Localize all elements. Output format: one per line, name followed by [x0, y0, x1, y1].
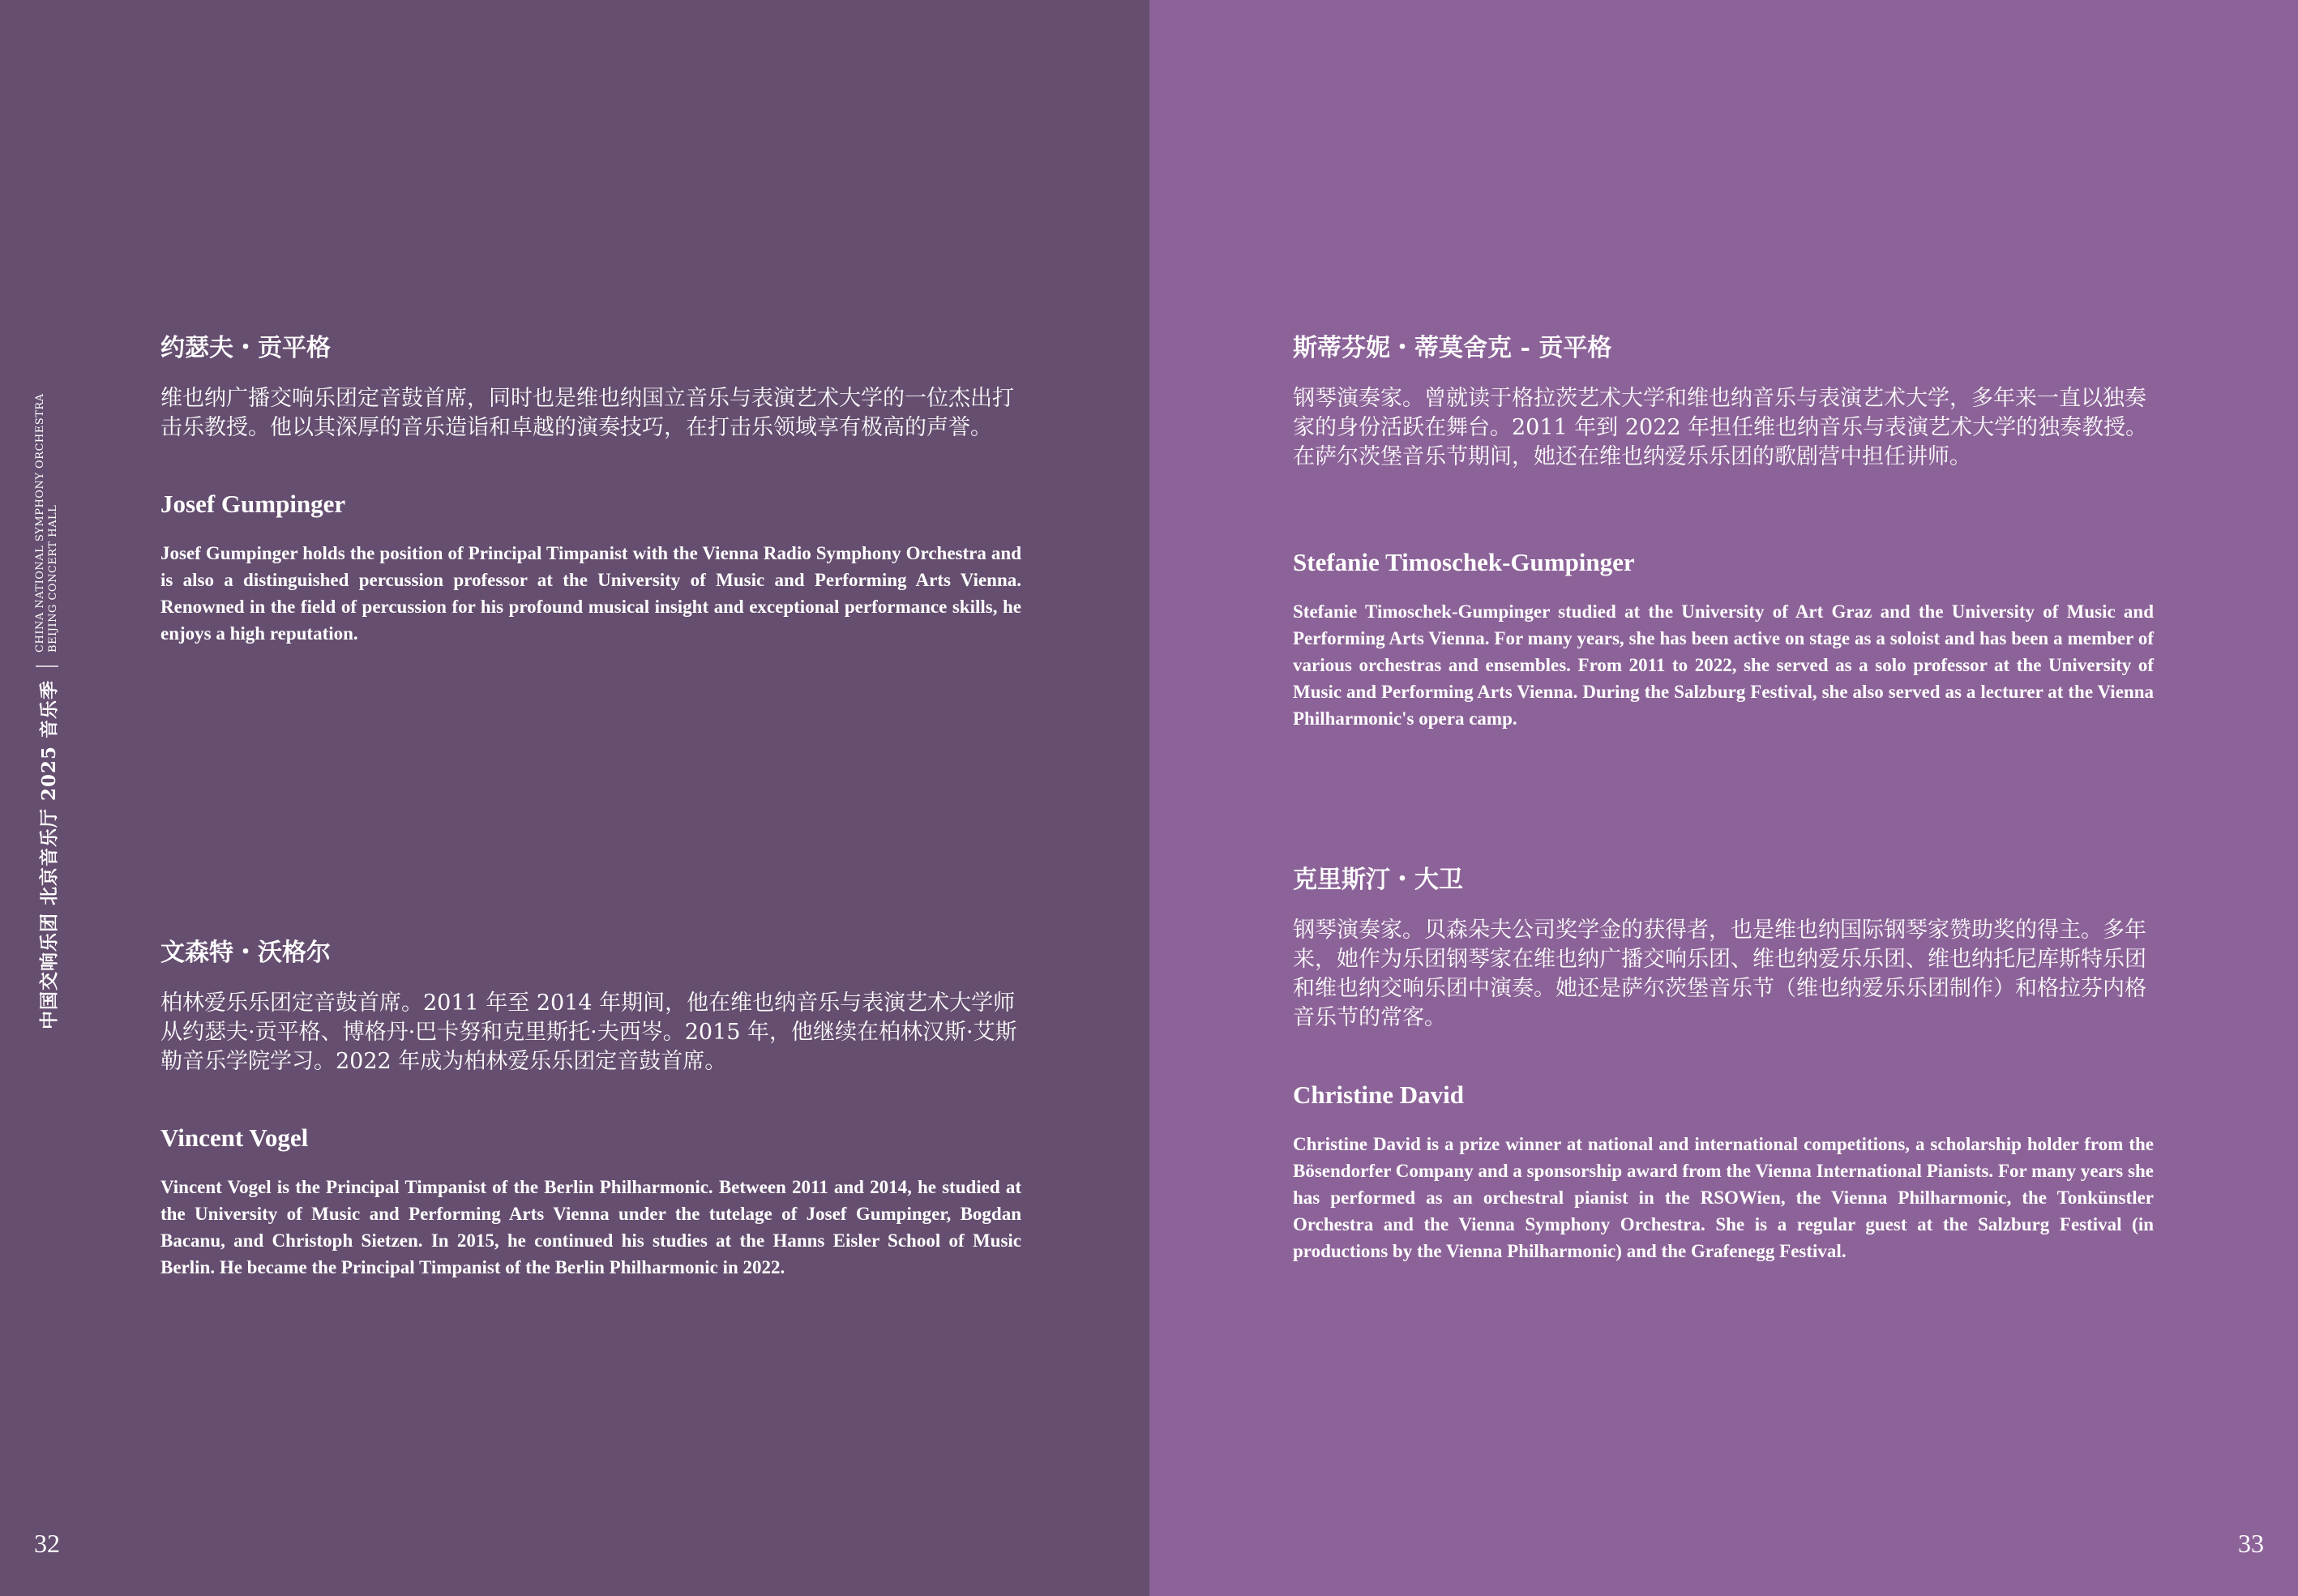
page-number-left: 32	[34, 1529, 60, 1558]
page-number-right: 33	[2238, 1529, 2264, 1558]
bio-en-name: Christine David	[1293, 1080, 1464, 1109]
bio-josef-gumpinger-en	[160, 488, 1021, 647]
bio-en-name: Vincent Vogel	[160, 1123, 309, 1152]
bio-vincent-vogel-en	[160, 1122, 1021, 1281]
bio-cn-name: 斯蒂芬妮・蒂莫舍克 - 贡平格	[1293, 334, 1612, 362]
bio-cn-name: 文森特・沃格尔	[160, 939, 331, 967]
bio-cn-name: 克里斯汀・大卫	[1293, 866, 1463, 894]
spine-divider	[36, 665, 58, 667]
bio-en-text: Josef Gumpinger holds the position of Principal Timpanist with the Vienna Radio Symphony Orchestra and is also a distinguished percussion professor at the University of Music and Performing Arts Vienna. Renowned in the field of percussion for his profound musical insight and exceptional performance skills, he enjoys a high reputation.	[160, 543, 1021, 644]
spine-english-line-2: BEIJING CONCERT HALL	[47, 504, 59, 653]
spine-english-line-1: CHINA NATIONAL SYMPHONY ORCHESTRA	[34, 393, 46, 653]
bio-en-text: Christine David is a prize winner at national and international competitions, a scholarship holder from the Bösendorfer Company and a sponsorship award from the Vienna International Pianists. For many years she has performed as an orchestral pianist in the RSOWien, the Vienna Philharmonic, the Tonkünstler Orchestra and the Vienna Symphony Orchestra. She is a regular guest at the Salzburg Festival (in productions by the Vienna Philharmonic) and the Grafenegg Festival.	[1293, 1134, 2154, 1261]
spine-chinese-title: 中国交响乐团 北京音乐厅 2025 音乐季	[37, 679, 60, 1029]
bio-en-name: Stefanie Timoschek-Gumpinger	[1293, 548, 1635, 576]
bio-cn-text: 钢琴演奏家。贝森朵夫公司奖学金的获得者，也是维也纳国际钢琴家赞助奖的得主。多年来，她作为乐团钢琴家在维也纳广播交响乐团、维也纳爱乐乐团、维也纳托尼库斯特乐团和维也纳交响乐团中演奏。她还是萨尔茨堡音乐节（维也纳爱乐乐团制作）和格拉芬内格音乐节的常客。	[1293, 918, 2146, 1030]
bio-cn-text: 维也纳广播交响乐团定音鼓首席，同时也是维也纳国立音乐与表演艺术大学的一位杰出打击乐教授。他以其深厚的音乐造诣和卓越的演奏技巧，在打击乐领域享有极高的声誉。	[160, 386, 1014, 440]
spine-english-title	[34, 393, 60, 652]
spine-header	[31, 357, 63, 1029]
bio-en-text: Stefanie Timoschek-Gumpinger studied at the University of Art Graz and the University of Music and Performing Arts Vienna. For many years, she has been active on stage as a soloist and has been a member of various orchestras and ensembles. From 2011 to 2022, she served as a solo professor at the University of Music and Performing Arts Vienna. During the Salzburg Festival, she also served as a lecturer at the Vienna Philharmonic's opera camp.	[1293, 601, 2154, 729]
bio-christine-david-cn	[1293, 864, 2154, 1033]
bio-stefanie-timoschek-cn	[1293, 332, 2154, 472]
bio-en-text: Vincent Vogel is the Principal Timpanist of the Berlin Philharmonic. Between 2011 and 2014, he studied at the University of Music and Performing Arts Vienna under the tutelage of Josef Gumpinger, Bogdan Bacanu, and Christoph Sietzen. In 2015, he continued his studies at the Hanns Eisler School of Music Berlin. He became the Principal Timpanist of the Berlin Philharmonic in 2022.	[160, 1177, 1021, 1277]
bio-cn-text: 钢琴演奏家。曾就读于格拉茨艺术大学和维也纳音乐与表演艺术大学，多年来一直以独奏家的身份活跃在舞台。2011 年到 2022 年担任维也纳音乐与表演艺术大学的独奏教授。在萨尔茨堡音乐节期间，她还在维也纳爱乐乐团的歌剧营中担任讲师。	[1293, 386, 2148, 469]
bio-en-name: Josef Gumpinger	[160, 490, 346, 518]
bio-cn-name: 约瑟夫・贡平格	[160, 334, 331, 362]
bio-josef-gumpinger-cn	[160, 332, 1021, 443]
right-page	[1149, 0, 2298, 1596]
bio-vincent-vogel-cn	[160, 937, 1021, 1076]
bio-stefanie-timoschek-en	[1293, 546, 2154, 732]
bio-christine-david-en	[1293, 1079, 2154, 1264]
bio-cn-text: 柏林爱乐乐团定音鼓首席。2011 年至 2014 年期间，他在维也纳音乐与表演艺术大学师从约瑟夫·贡平格、博格丹·巴卡努和克里斯托·夫西岑。2015 年，他继续在柏林汉斯·艾斯勒音乐学院学习。2022 年成为柏林爱乐乐团定音鼓首席。	[160, 991, 1017, 1074]
